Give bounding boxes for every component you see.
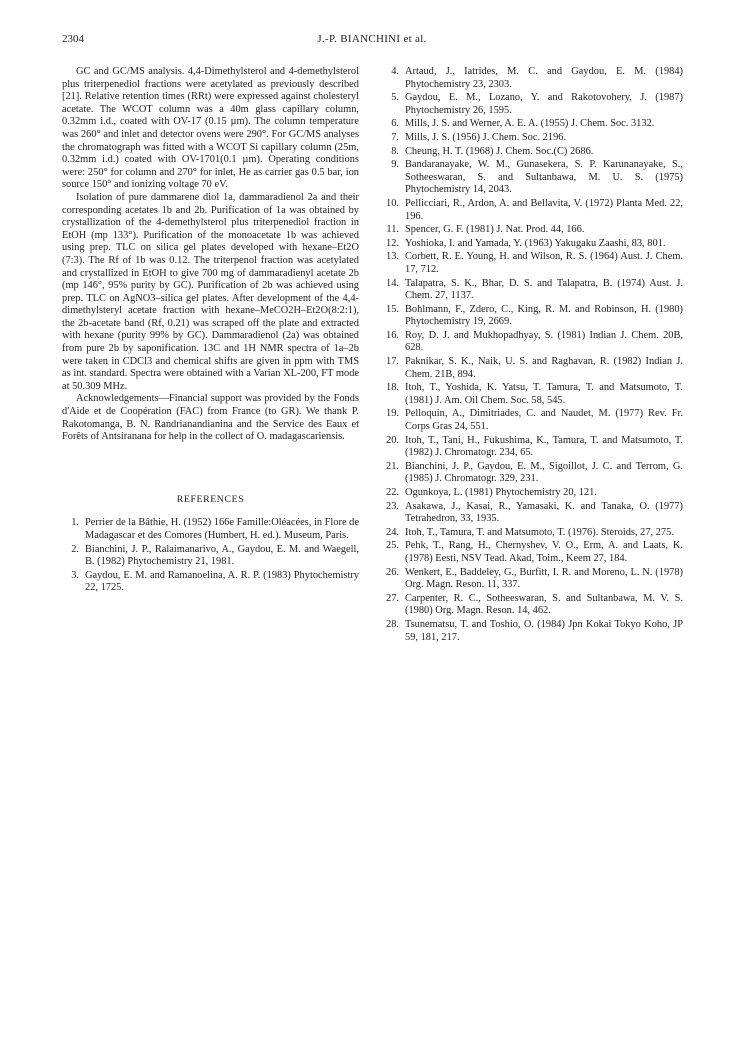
left-column bbox=[62, 66, 359, 596]
reference-text: Itoh, T., Yoshida, K. Yatsu, T. Tamura, T. and Matsumoto, T. (1981) J. Am. Oil Chem. Soc. 58, 545. bbox=[405, 382, 683, 406]
reference-text: Itoh, T., Tani, H., Fukushima, K., Tamura, T. and Matsumoto, T. (1982) J. Chromatogr. 234, 65. bbox=[405, 434, 683, 459]
page-number: 2304 bbox=[62, 33, 84, 45]
reference-number: 8. bbox=[391, 145, 399, 157]
reference-item bbox=[377, 224, 683, 237]
reference-item bbox=[377, 278, 683, 303]
reference-item bbox=[377, 238, 683, 251]
reference-text: Roy, D. J. and Mukhopadhyay, S. (1981) Indian J. Chem. 20B, 628. bbox=[405, 329, 683, 354]
reference-item bbox=[377, 408, 683, 433]
reference-number: 12. bbox=[386, 237, 399, 249]
reference-number: 25. bbox=[386, 540, 399, 552]
reference-item bbox=[377, 304, 683, 329]
reference-text: Gaydou, E. M. and Ramanoelina, A. R. P. (1983) Phytochemistry 22, 1725. bbox=[85, 569, 359, 594]
reference-item bbox=[377, 66, 683, 91]
reference-number: 5. bbox=[391, 92, 399, 104]
reference-text: Wenkert, E., Baddeley, G., Burfitt, I. R. and Moreno, L. N. (1978) Org. Magn. Reson. 11, 337. bbox=[405, 566, 683, 591]
reference-text: Paknikar, S. K., Naik, U. S. and Raghavan, R. (1982) Indian J. Chem. 21B, 894. bbox=[405, 356, 683, 380]
reference-item bbox=[377, 330, 683, 355]
reference-number: 28. bbox=[386, 618, 399, 630]
reference-number: 14. bbox=[386, 277, 399, 289]
reference-text: Cheung, H. T. (1968) J. Chem. Soc.(C) 2686. bbox=[405, 145, 594, 157]
reference-text: Bianchini, J. P., Ralaimanarivo, A., Gaydou, E. M. and Waegell, B. (1982) Phytochemistry 21, 1981. bbox=[85, 543, 359, 568]
reference-text: Artaud, J., Iatrides, M. C. and Gaydou, E. M. (1984) Phytochemistry 23, 2303. bbox=[405, 66, 683, 90]
reference-item bbox=[377, 487, 683, 500]
reference-item bbox=[377, 356, 683, 381]
reference-number: 23. bbox=[386, 500, 399, 512]
reference-item bbox=[62, 544, 359, 569]
reference-number: 22. bbox=[386, 487, 399, 498]
reference-text: Mills, J. S. (1956) J. Chem. Soc. 2196. bbox=[405, 131, 567, 143]
reference-text: Talapatra, S. K., Bhar, D. S. and Talapatra, B. (1974) Aust. J. Chem. 27, 1137. bbox=[405, 277, 683, 302]
reference-item bbox=[377, 146, 683, 159]
reference-number: 1. bbox=[71, 517, 79, 529]
reference-text: Spencer, G. F. (1981) J. Nat. Prod. 44, 166. bbox=[405, 224, 585, 236]
reference-text: Bohlmann, F., Zdero, C., King, R. M. and Robinson, H. (1980) Phytochemistry 19, 2669. bbox=[405, 303, 683, 328]
reference-item bbox=[377, 593, 683, 618]
reference-text: Pellicciari, R., Ardon, A. and Bellavita, V. (1972) Planta Med. 22, 196. bbox=[405, 197, 683, 222]
reference-item bbox=[377, 501, 683, 526]
page-header bbox=[62, 33, 682, 49]
reference-number: 7. bbox=[391, 131, 399, 143]
reference-item bbox=[377, 198, 683, 223]
reference-text: Tsunematsu, T. and Toshio, O. (1984) Jpn Kokai Tokyo Koho, JP 59, 181, 217. bbox=[405, 618, 683, 643]
reference-number: 13. bbox=[386, 251, 399, 263]
reference-number: 10. bbox=[386, 197, 399, 209]
reference-number: 2. bbox=[71, 543, 79, 555]
reference-number: 3. bbox=[71, 569, 79, 581]
reference-text: Corbett, R. E. Young, H. and Wilson, R. S. (1964) Aust. J. Chem. 17, 712. bbox=[405, 251, 683, 275]
running-author: J.-P. BIANCHINI et al. bbox=[317, 33, 427, 45]
reference-item bbox=[62, 570, 359, 595]
reference-text: Gaydou, E. M., Lozano, Y. and Rakotovohery, J. (1987) Phytochemistry 26, 1595. bbox=[405, 92, 683, 116]
reference-text: Pehk, T., Rang, H., Chernyshev, V. O., Erm, A. and Laats, K. (1978) Eesti, NSV Tead. Akad, Toim., Keem 27, 184. bbox=[405, 540, 683, 564]
reference-item bbox=[377, 619, 683, 644]
reference-text: Bianchini, J. P., Gaydou, E. M., Sigoillot, J. C. and Terrom, G. (1985) J. Chromatogr. 329, 231. bbox=[405, 460, 683, 485]
reference-number: 11. bbox=[386, 224, 399, 236]
acknowledgements-paragraph: Acknowledgements—Financial support was provided by the Fonds d'Aide et de Coopération (FAC) from France (to GR). We thank P. Rakotomanga, B. N. Randrianandianina and the Service des Eaux et Forêts of Antsiranana for help in the collect of O. madagascariensis. bbox=[62, 393, 359, 443]
reference-text: Carpenter, R. C., Sotheeswaran, S. and Sultanbawa, M. V. S. (1980) Org. Magn. Reson. 14, 462. bbox=[405, 592, 683, 617]
reference-text: Pelloquin, A., Dimitriades, C. and Naudet, M. (1977) Rev. Fr. Corps Gras 24, 551. bbox=[405, 408, 683, 433]
reference-item bbox=[377, 382, 683, 407]
reference-text: Perrier de la Bâthie, H. (1952) 166e Famille:Oléacées, in Flore de Madagascar et des Comores (Humbert, H. ed.). Museum, Paris. bbox=[85, 517, 359, 541]
gc-analysis-paragraph: GC and GC/MS analysis. 4,4-Dimethylsterol and 4-demethylsterol plus triterpenediol fractions were acetylated as previously described [21]. Relative retention times (RRt) were expressed against cholesteryl acetate. The WCOT column was a 40m glass capillary column, 0.32mm i.d., coated with OV-17 (0.15 µm). The column temperature was 260° and inlet and detector ovens were 290°. For GC/MS analyses the chromatograph was fitted with a WCOT Si capillary column (25m, 0.32mm i.d.) coated with OV-1701(0.1 µm). Operating conditions were: 250° for column and 270° for inlet, He as carrier gas 0.5 bar, ion source 150° and ionizing voltage 70 eV. bbox=[62, 66, 359, 191]
reference-item bbox=[377, 461, 683, 486]
reference-number: 15. bbox=[386, 303, 399, 315]
reference-item bbox=[377, 251, 683, 276]
reference-number: 24. bbox=[386, 526, 399, 538]
reference-item bbox=[377, 567, 683, 592]
right-column-references bbox=[377, 66, 683, 645]
reference-number: 17. bbox=[386, 356, 399, 368]
reference-text: Mills, J. S. and Werner, A. E. A. (1955) J. Chem. Soc. 3132. bbox=[405, 118, 655, 130]
reference-number: 20. bbox=[386, 434, 399, 446]
reference-item bbox=[377, 527, 683, 540]
reference-item bbox=[377, 132, 683, 145]
reference-number: 16. bbox=[386, 329, 399, 341]
reference-item bbox=[377, 540, 683, 565]
reference-text: Asakawa, J., Kasai, R., Yamasaki, K. and Tanaka, O. (1977) Tetrahedron, 33, 1935. bbox=[405, 500, 683, 525]
reference-number: 19. bbox=[386, 408, 399, 420]
reference-item bbox=[377, 159, 683, 197]
reference-text: Bandaranayake, W. M., Gunasekera, S. P. Karunanayake, S., Sotheeswaran, S. and Sultanbawa, M. U. S. (1975) Phytochemistry 14, 2043. bbox=[405, 159, 683, 196]
reference-number: 9. bbox=[391, 159, 399, 171]
reference-item bbox=[377, 92, 683, 117]
reference-number: 18. bbox=[386, 382, 399, 394]
reference-item bbox=[377, 435, 683, 460]
isolation-paragraph: Isolation of pure dammarene diol 1a, dammaradienol 2a and their corresponding acetates 1b and 2b. Purification of 1a was obtained by crystallization of the 4-demethylsterol plus triterpenediol fraction in EtOH (mp 133°). Purification of the monoacetate 1b was achieved using prep. TLC on silica gel plates developed with hexane–Et2O (7:3). The Rf of 1b was 0.12. The triterpenol fraction was acetylated and crystallized in EtOH to give 700 mg of dammaradienyl acetate 2b (mp 146°, 95% purity by GC). Purification of 2b was achieved using prep. TLC on AgNO3–silica gel plates. After development of the 4,4-dimethylsteryl acetate fraction with hexane–MeCO2H–Et2O(8:2:1), the 2b-acetate band (Rf, 0.21) was scraped off the plate and extracted with hexane (purity 99% by GC). Dammaradienol (2a) was obtained from pure 2b by saponification. 13C and 1H NMR spectra of 1a–2b were taken in CDCl3 and chemical shifts are given in ppm with TMS as int. standard. Spectra were obtained with a Varian XL-200, FT mode at 50.309 MHz. bbox=[62, 191, 359, 392]
reference-number: 27. bbox=[386, 592, 399, 604]
reference-item bbox=[62, 517, 359, 542]
reference-number: 26. bbox=[386, 566, 399, 578]
reference-text: Itoh, T., Tamura, T. and Matsumoto, T. (1976). Steroids, 27, 275. bbox=[405, 526, 674, 538]
reference-number: 21. bbox=[386, 460, 399, 472]
reference-text: Ogunkoya, L. (1981) Phytochemistry 20, 121. bbox=[405, 487, 597, 498]
reference-text: Yoshioka, I. and Yamada, Y. (1963) Yakugaku Zaashi, 83, 801. bbox=[405, 237, 666, 249]
reference-number: 6. bbox=[391, 118, 399, 130]
reference-number: 4. bbox=[391, 66, 399, 77]
reference-item bbox=[377, 118, 683, 131]
references-heading: REFERENCES bbox=[176, 493, 245, 505]
